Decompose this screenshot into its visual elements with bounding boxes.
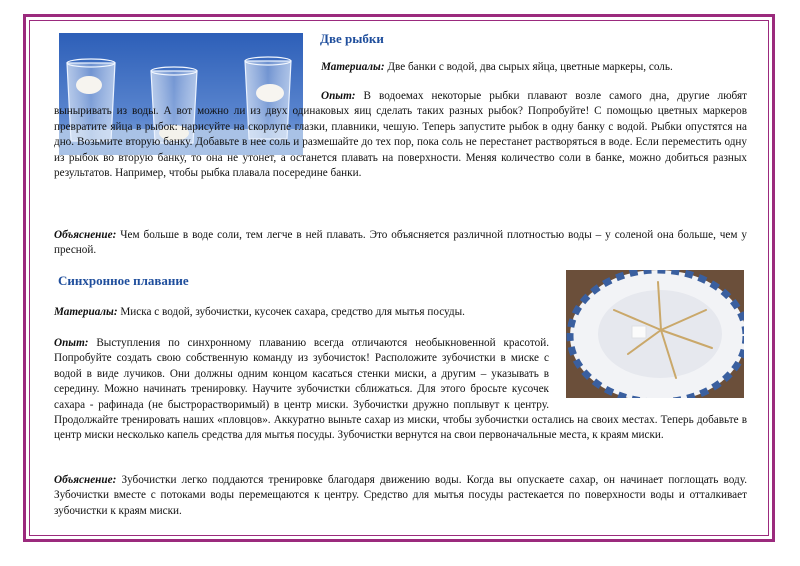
materials-label: Материалы: (321, 61, 385, 73)
experiment-text: Выступления по синхронному плаванию всегда отличаются необыкновенной красотой. Попробуйте создать свою собственную команду из зубочисток! Расположите зубочистки в миске с водой в виде лучиков. Они должны одним концом касаться стенки миски, а другим – указывать в середину. Можно начинать тренировку. Научите зубочистки сближаться. Для этого бросьте кусочек сахара - рафинада (не быстрорастворимый) в центр миски. Зубочистки дружно поплывут к центру. Продолжайте тренировать наших «пловцов». Аккуратно выньте сахар из миски, чтобы зубочистки остались на своих местах. Теперь добавьте в центр миски несколько капель средства для мытья посуды. Зубочистки вернутся на свои первоначальные места, к краям миски. (54, 337, 747, 442)
materials-text: Две банки с водой, два сырых яйца, цветные маркеры, соль. (387, 61, 673, 73)
section2-experiment (54, 336, 747, 444)
section2-title: Синхронное плавание (58, 273, 189, 288)
experiment-label: Опыт: (321, 90, 356, 102)
materials-text: Миска с водой, зубочистки, кусочек сахара, средство для мытья посуды. (120, 306, 465, 318)
explanation-label: Объяснение: (54, 474, 117, 486)
section2-explanation (54, 473, 747, 519)
explanation-text: Чем больше в воде соли, тем легче в ней плавать. Это объясняется различной плотностью воды – у соленой она больше, чем у пресной. (54, 229, 748, 257)
explanation-label: Объяснение: (54, 229, 117, 241)
section1-title: Две рыбки (320, 31, 384, 46)
section2-materials (54, 305, 554, 320)
experiment-text: В водоемах некоторые рыбки плавают возле самого дна, другие любят выныривать из воды. А вот можно ли из двух одинаковых яиц сделать таких разных рыбок? Попробуйте! С помощью цветных маркеров превратите яйца в рыбок: нарисуйте на скорлупе глазки, плавники, чешую. Теперь запустите рыбок в одну банку с водой. Рыбки опустятся на дно. Возьмите вторую банку. Добавьте в нее соль и размешайте до тех пор, пока соль не перестанет растворяться в воде. Если переместить одну из рыбок во вторую банку, то она не утонет, а останется плавать на поверхности. Меняя количество соли в банке, можно добиться разных результатов. Например, чтобы рыбка плавала посередине банки. (54, 90, 747, 180)
explanation-text: Зубочистки легко поддаются тренировке благодаря движению воды. Когда вы опускаете сахар, он начинает поглощать воду. Зубочистки вместе с потоками воды перемещаются к центру. Средство для мытья посуды растекается по поверхности воды и отталкивает зубочистки к краям миски. (54, 474, 747, 517)
section1-explanation (54, 228, 747, 259)
section1-materials (321, 60, 747, 75)
materials-label: Материалы: (54, 306, 118, 318)
experiment-paragraph (54, 89, 747, 181)
experiment-label: Опыт: (54, 337, 89, 349)
